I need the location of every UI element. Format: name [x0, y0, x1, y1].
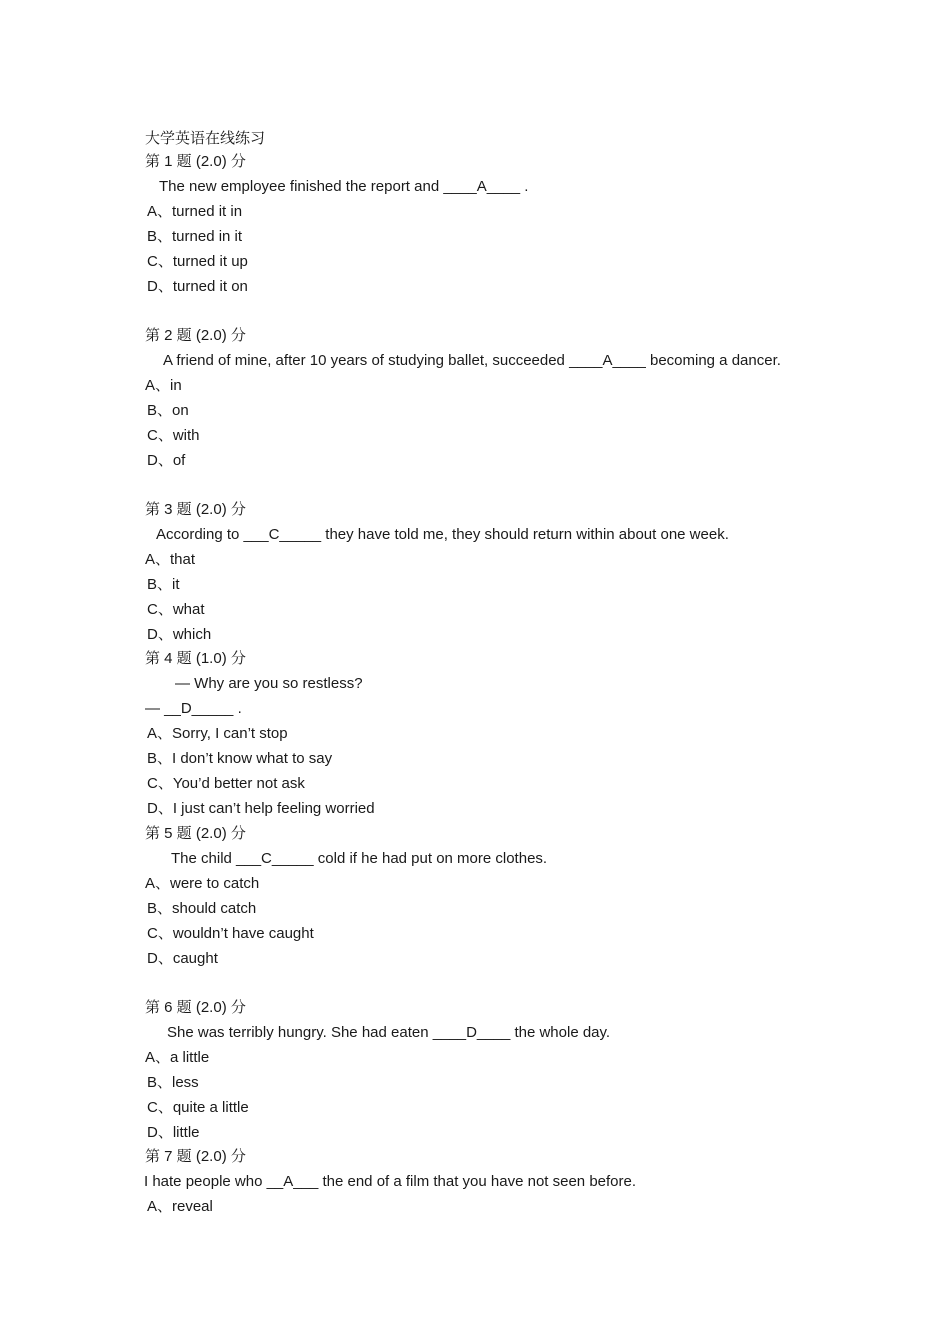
question-header: 第 5 题 (2.0) 分 — [145, 825, 246, 842]
document-title: 大学英语在线练习 — [145, 129, 266, 147]
option-a: A、reveal — [147, 1198, 213, 1215]
option-b: B、it — [147, 576, 180, 593]
option-c: C、turned it up — [147, 253, 248, 270]
option-c: C、with — [147, 427, 200, 444]
option-b: B、should catch — [147, 900, 257, 917]
option-a: A、that — [145, 551, 196, 568]
option-d: D、turned it on — [147, 278, 248, 295]
option-c: C、wouldn’t have caught — [147, 925, 314, 942]
option-a: A、were to catch — [145, 875, 260, 892]
option-a: A、in — [145, 377, 182, 394]
question-header: 第 6 题 (2.0) 分 — [145, 999, 246, 1016]
option-c: C、You’d better not ask — [147, 775, 305, 792]
option-b: B、I don’t know what to say — [147, 750, 333, 767]
option-d: D、which — [147, 626, 212, 643]
question-stem: — Why are you so restless? — [175, 675, 363, 692]
option-d: D、little — [147, 1124, 200, 1141]
question-header: 第 4 题 (1.0) 分 — [145, 650, 246, 667]
option-a: A、a little — [145, 1049, 210, 1066]
question-stem: The child ___C_____ cold if he had put on more clothes. — [171, 850, 548, 867]
question-header: 第 7 题 (2.0) 分 — [145, 1148, 246, 1165]
question-header: 第 1 题 (2.0) 分 — [145, 153, 246, 170]
question-stem: A friend of mine, after 10 years of studying ballet, succeeded ____A____ becoming a dancer. — [163, 352, 781, 369]
option-d: D、of — [147, 452, 186, 469]
question-stem: According to ___C_____ they have told me, they should return within about one week. — [156, 526, 729, 543]
option-c: C、quite a little — [147, 1099, 249, 1116]
option-a: A、turned it in — [147, 203, 243, 220]
question-header: 第 3 题 (2.0) 分 — [145, 501, 246, 518]
question-stem: She was terribly hungry. She had eaten ____D____ the whole day. — [167, 1024, 611, 1041]
question-stem: I hate people who __A___ the end of a film that you have not seen before. — [144, 1173, 637, 1190]
option-a: A、Sorry, I can’t stop — [147, 725, 288, 742]
option-d: D、caught — [147, 950, 218, 967]
question-header: 第 2 题 (2.0) 分 — [145, 327, 246, 344]
question-stem-reply: — __D_____ . — [145, 700, 242, 717]
question-stem: The new employee finished the report and ____A____ . — [159, 178, 529, 195]
option-b: B、turned in it — [147, 228, 243, 245]
option-b: B、less — [147, 1074, 199, 1091]
option-d: D、I just can’t help feeling worried — [147, 800, 375, 817]
option-b: B、on — [147, 402, 189, 419]
option-c: C、what — [147, 601, 205, 618]
